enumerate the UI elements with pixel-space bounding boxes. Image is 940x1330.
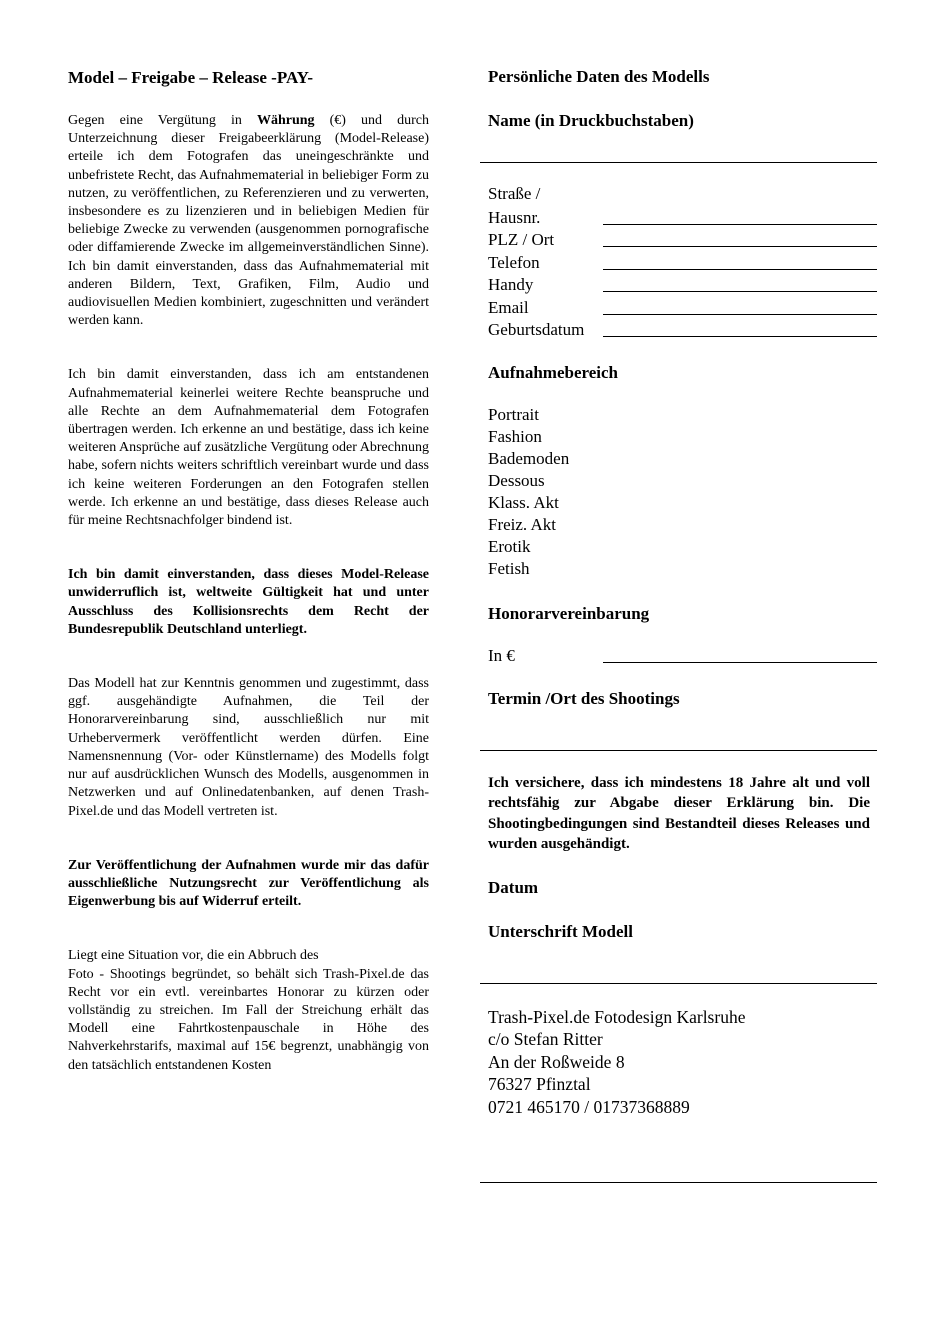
contact-street: An der Roßweide 8 — [488, 1051, 625, 1072]
p1-bold-text: Währung — [256, 113, 315, 128]
heading-date: Datum — [488, 877, 539, 897]
release-terms-column — [68, 66, 429, 1075]
paragraph-rights-transfer: Ich bin damit einverstanden, dass ich am entstandenen Aufnahmematerial keinerlei weitere Rechte beanspruche und alle Rechte an dem Aufnahmematerial dem Fotografen übertragen werden. Ich erkenne an und bestätige, dass ich keine weiteren Ansprüche auf zusätzliche Vergütung oder Abrechnung habe, sofern nichts weiters schriftlich vereinbart wurde und dass ich keine weiteren Forderungen an den Fotografen stellen werde. Ich erkenne an und bestätige, dass dieses Release auch für meine Rechtsnachfolger bindend ist. — [68, 367, 429, 529]
shooting-area-list — [488, 404, 877, 580]
area-item: Fetish — [488, 559, 530, 578]
paragraph-irrevocable: Ich bin damit einverstanden, dass dieses Model-Release unwiderruflich ist, weltweite Gültigkeit hat und unter Ausschluss des Kollisionsrechts dem Recht der Bundesrepublik Deutschland unterliegt. — [68, 567, 429, 637]
name-signature-line[interactable] — [480, 162, 877, 163]
appointment-line[interactable] — [480, 750, 877, 751]
area-item: Dessous — [488, 471, 545, 490]
paragraph-usage-rights — [68, 112, 429, 330]
contact-person: c/o Stefan Ritter — [488, 1029, 603, 1049]
field-line[interactable] — [603, 335, 877, 337]
field-label: Telefon — [488, 252, 540, 272]
field-label: Hausnr. — [488, 207, 541, 227]
heading-shooting-area: Aufnahmebereich — [488, 363, 619, 382]
model-data-column — [488, 66, 877, 1183]
area-item: Freiz. Akt — [488, 515, 556, 534]
age-declaration: Ich versichere, dass ich mindestens 18 Jahre alt und voll rechtsfähig zur Abgabe dieser Erklärung bin. Die Shootingbedingungen sind Bestandteil dieses Releases und wurden ausgehändigt. — [488, 774, 870, 852]
area-item: Bademoden — [488, 449, 570, 468]
area-item: Erotik — [488, 537, 531, 556]
field-row-fee[interactable] — [488, 643, 877, 666]
area-item: Fashion — [488, 427, 542, 446]
p1-text-rest: (€) und durch Unterzeichnung dieser Freigabeerklärung (Model-Release) erteile ich dem Fotografen das uneingeschränkte und unbefristete Recht, das Aufnahmematerial in beliebiger Form zu nutzen, zu veröffentlichen, zu Referenzieren und zu verwerten, insbesondere es zu lizenzieren und in beliebigen Medien für beliebige Zwecke zu verwenden (ausgenommen pornografische oder diffamierende Zwecke im allgemeinverständlichen Sinne). Ich bin damit einverstanden, dass das Aufnahmematerial mit anderen Bildern, Text, Grafiken, Film, Audio und audiovisuellen Medien kombiniert, zugeschnitten und verändert werden kann. — [68, 113, 429, 329]
paragraph-copyright-notice: Das Modell hat zur Kenntnis genommen und zugestimmt, dass ggf. ausgehändigte Aufnahmen, die Teil der Honorarvereinbarung sind, ausschließlich nur mit Urhebervermerk veröffentlicht werden dürfen. Eine Namensnennung (Vor- oder Künstlername) des Modells folgt nur auf ausdrücklichen Wunsch des Modells, ausgenommen in Netzwerken und auf Onlinedatenbanken, auf denen Trash-Pixel.de und das Modell vertreten ist. — [68, 676, 429, 819]
contact-city: 76327 Pfinztal — [488, 1074, 591, 1094]
cancellation-text: Foto - Shootings begründet, so behält sich Trash-Pixel.de das Recht vor ein evtl. vereinbartes Honorar zu kürzen oder vollständig zu streichen. Im Fall der Streichung erhält das Modell eine Fahrtkostenpauschale in Höhe des Nahverkehrstarifs, maximal auf 15€ begrenzt, unabhängig von den tatsächlich entstandenen Kosten — [68, 966, 429, 1073]
cancellation-line1: Liegt eine Situation vor, die ein Abbruch des — [68, 948, 319, 964]
street-label: Straße / — [488, 184, 541, 203]
footer-line — [480, 1182, 877, 1183]
field-line[interactable] — [603, 268, 877, 270]
fee-line[interactable] — [603, 661, 877, 663]
fee-label: In € — [488, 645, 515, 665]
field-row-handy[interactable] — [488, 273, 877, 296]
field-row-telefon[interactable] — [488, 250, 877, 273]
paragraph-cancellation — [68, 947, 429, 1074]
field-label: Handy — [488, 275, 534, 294]
field-row-geburtsdatum[interactable] — [488, 318, 877, 341]
field-line[interactable] — [603, 245, 877, 247]
field-row-email[interactable] — [488, 295, 877, 318]
contact-company: Trash-Pixel.de Fotodesign Karlsruhe — [488, 1006, 746, 1027]
field-label: Geburtsdatum — [488, 320, 585, 339]
heading-model-signature: Unterschrift Modell — [488, 921, 633, 941]
signature-line[interactable] — [480, 983, 877, 984]
field-row-hausnr[interactable] — [488, 205, 877, 228]
field-label: PLZ / Ort — [488, 230, 555, 249]
field-row-plz[interactable] — [488, 228, 877, 251]
contact-block — [488, 1006, 877, 1119]
heading-personal-data: Persönliche Daten des Modells — [488, 67, 710, 86]
area-item: Portrait — [488, 405, 539, 424]
field-label: Email — [488, 297, 529, 317]
contact-phone: 0721 465170 / 01737368889 — [488, 1096, 690, 1117]
field-line[interactable] — [603, 313, 877, 315]
document-title: Model – Freigabe – Release -PAY- — [68, 68, 314, 87]
paragraph-usage-grant: Zur Veröffentlichung der Aufnahmen wurde mir das dafür ausschließliche Nutzungsrecht zur Veröffentlichung als Eigenwerbung bis auf Widerruf erteilt. — [68, 857, 429, 910]
field-line[interactable] — [603, 290, 877, 292]
field-line[interactable] — [603, 223, 877, 225]
heading-name: Name (in Druckbuchstaben) — [488, 111, 694, 130]
address-fields — [488, 183, 877, 340]
area-item: Klass. Akt — [488, 493, 559, 512]
heading-fee-agreement: Honorarvereinbarung — [488, 604, 650, 623]
heading-appointment: Termin /Ort des Shootings — [488, 688, 680, 708]
p1-text: Gegen eine Vergütung in — [68, 113, 257, 128]
